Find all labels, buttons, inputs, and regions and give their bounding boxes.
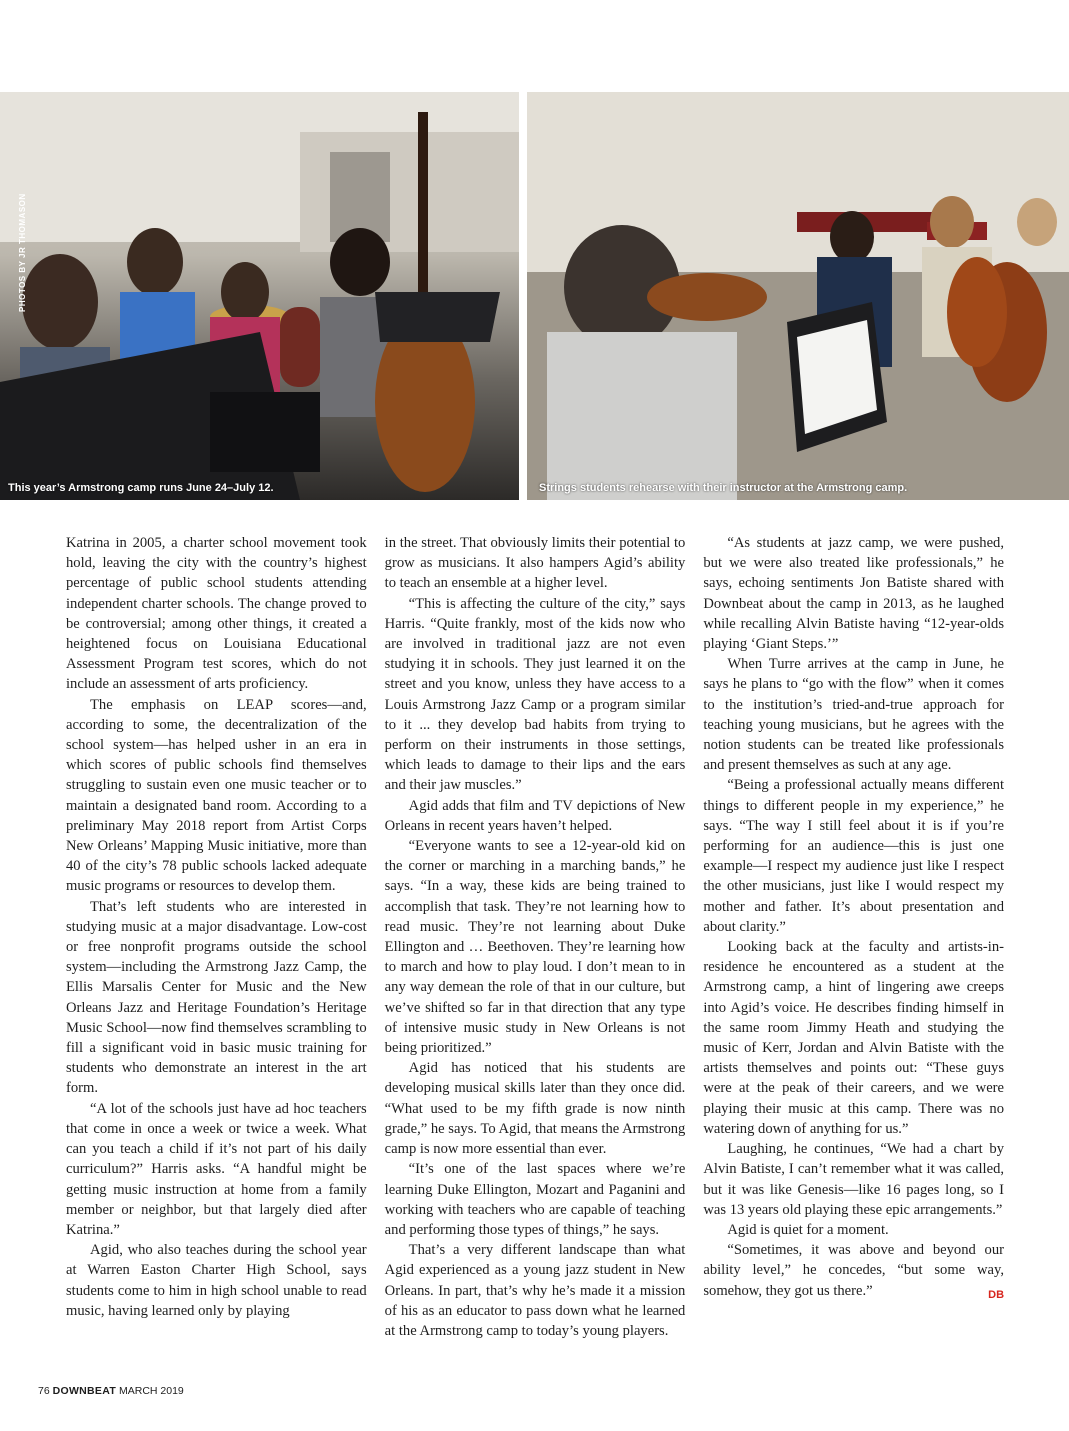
photo-strings-rehearsal [527, 92, 1069, 500]
photo-credit: PHOTOS BY JR THOMASON [18, 193, 27, 312]
issue-date: MARCH 2019 [118, 1385, 184, 1397]
photo-armstrong-camp-band-room [0, 92, 519, 500]
paragraph: Looking back at the faculty and artists-in-residence he encountered as a student at the Armstrong camp, a hint of lingering awe creeps into Agid’s voice. He describes finding himself in the same room Jimmy Heath and studying the music of Kerr, Jordan and Alvin Batiste with the artists themselves and points out: “These guys were at the peak of their careers, and we were playing their music at this camp. There was no watering down of anything for us.” [703, 939, 1005, 1137]
paragraph: That’s a very different landscape than what Agid experienced as a young jazz student in New Orleans. In part, that’s why he’s made it a mission of his as an educator to pass down what he learned at the Armstrong camp to today’s young players. [384, 1242, 686, 1339]
paragraph: “This is affecting the culture of the city,” says Harris. “Quite frankly, most of the kids now who are involved in traditional jazz are not even studying it in schools. They just learned it on the street and you know, unless they have access to a Louis Armstrong Jazz Camp or a program similar to it ... they develop bad habits from trying to perform on their instruments in those settings, which leads to damage to their lips and the ears and their jaw muscles.” [384, 595, 686, 794]
article-body [66, 533, 1004, 1363]
paragraph: Katrina in 2005, a charter school movement took hold, leaving the city with the country’s highest percentage of public school students attending independent charter schools. The change proved to be controversial; among other things, it created a heightened focus on Louisiana Educational Assessment Program test scores, which do not include an assessment of arts proficiency. [66, 535, 367, 693]
photo-caption-left: This year’s Armstrong camp runs June 24–July 12. [8, 482, 274, 494]
paragraph: in the street. That obviously limits their potential to grow as musicians. It also hampers Agid’s ability to teach an ensemble at a higher level. [384, 535, 686, 592]
paragraph: Agid adds that film and TV depictions of New Orleans in recent years haven’t helped. [384, 797, 686, 834]
article-column-1 [66, 533, 367, 1363]
paragraph: Agid is quiet for a moment. [727, 1221, 889, 1238]
paragraph: Agid, who also teaches during the school year at Warren Easton Charter High School, says students come to him in high school unable to read music, having learned only by playing [66, 1242, 367, 1319]
article-column-2 [385, 533, 686, 1363]
paragraph: “Everyone wants to see a 12-year-old kid on the corner or marching in a marching bands,” he says. “In a way, these kids are being trained to accomplish that task. They’re not learning how to read music. They’re not learning about Duke Ellington and … Beethoven. They’re learning how to march and how to play loud. I don’t mean to in any way demean the role of that in our culture, but we’ve shifted so far in that direction that any type of intensive music study in New Orleans is not being prioritized.” [384, 838, 686, 1057]
page-number: 76 [38, 1385, 50, 1397]
paragraph-last [703, 1240, 1004, 1301]
paragraph: That’s left students who are interested in studying music at a major disadvantage. Low-cost or free nonprofit programs outside the school system—including the Armstrong Jazz Camp, the Ellis Marsalis Center for Music and the New Orleans Jazz and Heritage Foundation’s Heritage Music School—now find themselves scrambling to fill a significant void in basic music training for students who demonstrate an interest in the art form. [66, 898, 367, 1097]
paragraph: “Being a professional actually means different things to different people in my experience,” he says. “The way I still feel about it is if you’re performing for an audience—this is just one example—I respect my audience just like I respect the other musicians, just like I would respect my mother and father. It’s about presentation and about clarity.” [703, 777, 1005, 935]
strings-rehearsal-illustration [527, 92, 1069, 500]
magazine-name: DOWNBEAT [52, 1385, 117, 1397]
page-footer [38, 1385, 184, 1397]
paragraph-last-text: “Sometimes, it was above and beyond our ability level,” he concedes, “but some way, somehow, they got us there.” [703, 1242, 1005, 1299]
paragraph: The emphasis on LEAP scores—and, according to some, the decentralization of the school system—has helped usher in an era in which scores of public schools find themselves struggling to sustain even one music teacher or to maintain a designated band room. According to a preliminary May 2018 report from Artist Corps New Orleans’ Mapping Music initiative, more than 40 of the city’s 78 public schools lacked adequate music programs or resources to develop them. [66, 696, 367, 895]
paragraph: “As students at jazz camp, we were pushed, but we were also treated like professionals,” he says, echoing sentiments Jon Batiste shared with Downbeat about the camp in 2013, as he laughed while recalling Alvin Batiste having “12-year-olds playing ‘Giant Steps.’” [703, 535, 1005, 653]
article-column-3 [703, 533, 1004, 1363]
paragraph: “A lot of the schools just have ad hoc teachers that come in once a week or twice a week. What can you teach a child if it’s not part of his daily curriculum?” Harris asks. “A handful might be getting music instruction at home from a family member or neighbor, but that largely died after Katrina.” [66, 1100, 367, 1238]
paragraph: Laughing, he continues, “We had a chart by Alvin Batiste, I can’t remember what it was called, but it was like Genesis—like 16 pages long, so I was 13 years old playing these epic arrangements.” [703, 1141, 1005, 1218]
photo-caption-right: Strings students rehearse with their instructor at the Armstrong camp. [539, 482, 908, 494]
paragraph: Agid has noticed that his students are developing musical skills later than they once did. “What used to be my fifth grade is now ninth grade,” he says. To Agid, that means the Armstrong camp is now more essential than ever. [384, 1060, 686, 1158]
end-mark: DB [988, 1288, 1005, 1301]
paragraph: When Turre arrives at the camp in June, he says he plans to “go with the flow” when it comes to the institution’s tried-and-true approach for teaching young musicians, but he agrees with the notion students can be treated like professionals and present themselves as such at any age. [703, 656, 1005, 774]
paragraph: “It’s one of the last spaces where we’re learning Duke Ellington, Mozart and Paganini and working with teachers who are capable of teaching and performing those types of things,” he says. [384, 1161, 686, 1238]
band-room-illustration [0, 92, 519, 500]
